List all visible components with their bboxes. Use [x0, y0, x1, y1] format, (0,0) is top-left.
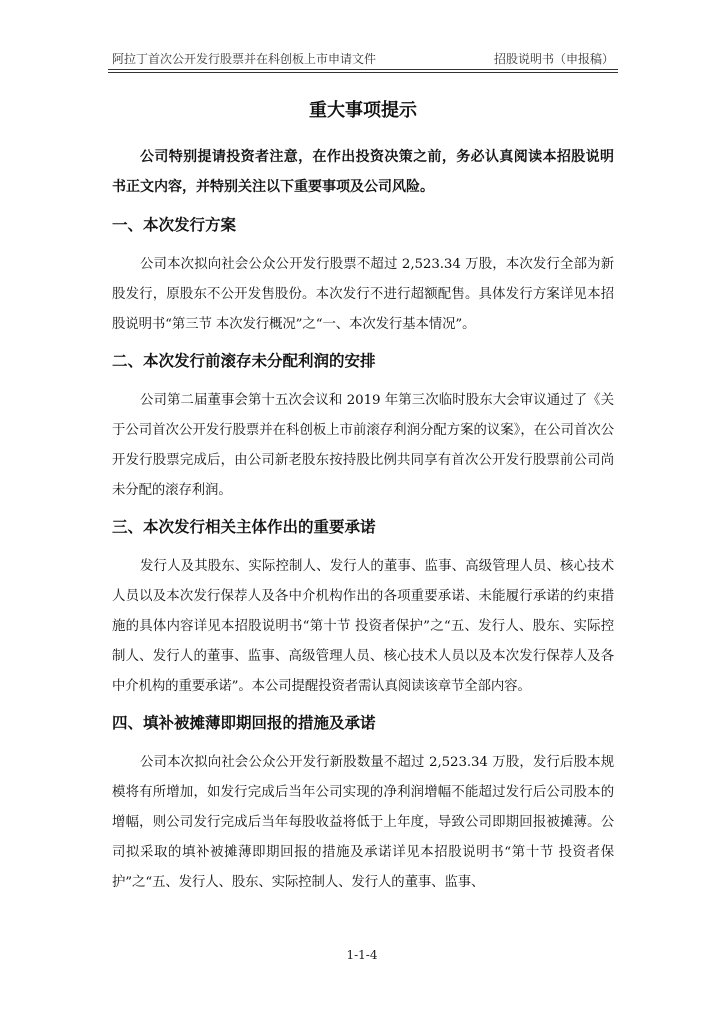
section-body-1: 公司本次拟向社会公众公开发行股票不超过 2,523.34 万股，本次发行全部为新股发行，原股东不公开发售股份。本次发行不进行超额配售。具体发行方案详见本招股说明书“第三节 本次发行概况”之“一、本次发行基本情况”。 — [112, 257, 614, 332]
page-body — [112, 98, 614, 906]
intro-paragraph: 公司特别提请投资者注意，在作出投资决策之前，务必认真阅读本招股说明书正文内容，并特别关注以下重要事项及公司风险。 — [112, 149, 614, 195]
section-body-3: 发行人及其股东、实际控制人、发行人的董事、监事、高级管理人员、核心技术人员以及本次发行保荐人及各中介机构作出的各项重要承诺、未能履行承诺的约束措施的具体内容详见本招股说明书“第十节 投资者保护”之“五、发行人、股东、实际控制人、发行人的董事、监事、高级管理人员、核心技术人员以及本次发行保荐人及各中介机构的重要承诺”。本公司提醒投资者需认真阅读该章节全部内容。 — [112, 559, 614, 694]
page-number: 1-1-4 — [346, 948, 378, 962]
section-heading-3: 三、本次发行相关主体作出的重要承诺 — [112, 518, 376, 536]
page-title: 重大事项提示 — [309, 100, 417, 121]
header-document-type: 招股说明书（申报稿） — [493, 52, 614, 66]
header-rule-thin-second — [108, 72, 618, 73]
section-heading-4: 四、填补被摊薄即期回报的措施及承诺 — [112, 714, 376, 732]
section-body-4: 公司本次拟向社会公众公开发行新股数量不超过 2,523.34 万股，发行后股本规模将有所增加，如发行完成后当年公司实现的净利润增幅不能超过发行后公司股本的增幅，则公司发行完成后当年每股收益将低于上年度，导致公司即期回报被摊薄。公司拟采取的填补被摊薄即期回报的措施及承诺详见本招股说明书“第十节 投资者保护”之“五、发行人、股东、实际控制人、发行人的董事、监事、 — [112, 755, 614, 890]
header-document-name: 阿拉丁首次公开发行股票并在科创板上市申请文件 — [112, 52, 377, 66]
section-body-2: 公司第二届董事会第十五次会议和 2019 年第三次临时股东大会审议通过了《关于公司首次公开发行股票并在科创板上市前滚存利润分配方案的议案》，在公司首次公开发行股票完成后，由公司新老股东按持股比例共同享有首次公开发行股票前公司尚未分配的滚存利润。 — [112, 393, 614, 498]
header-rule-thin — [108, 69, 618, 70]
section-heading-1: 一、本次发行方案 — [112, 216, 237, 234]
section-heading-2: 二、本次发行前滚存未分配利润的安排 — [112, 352, 376, 370]
